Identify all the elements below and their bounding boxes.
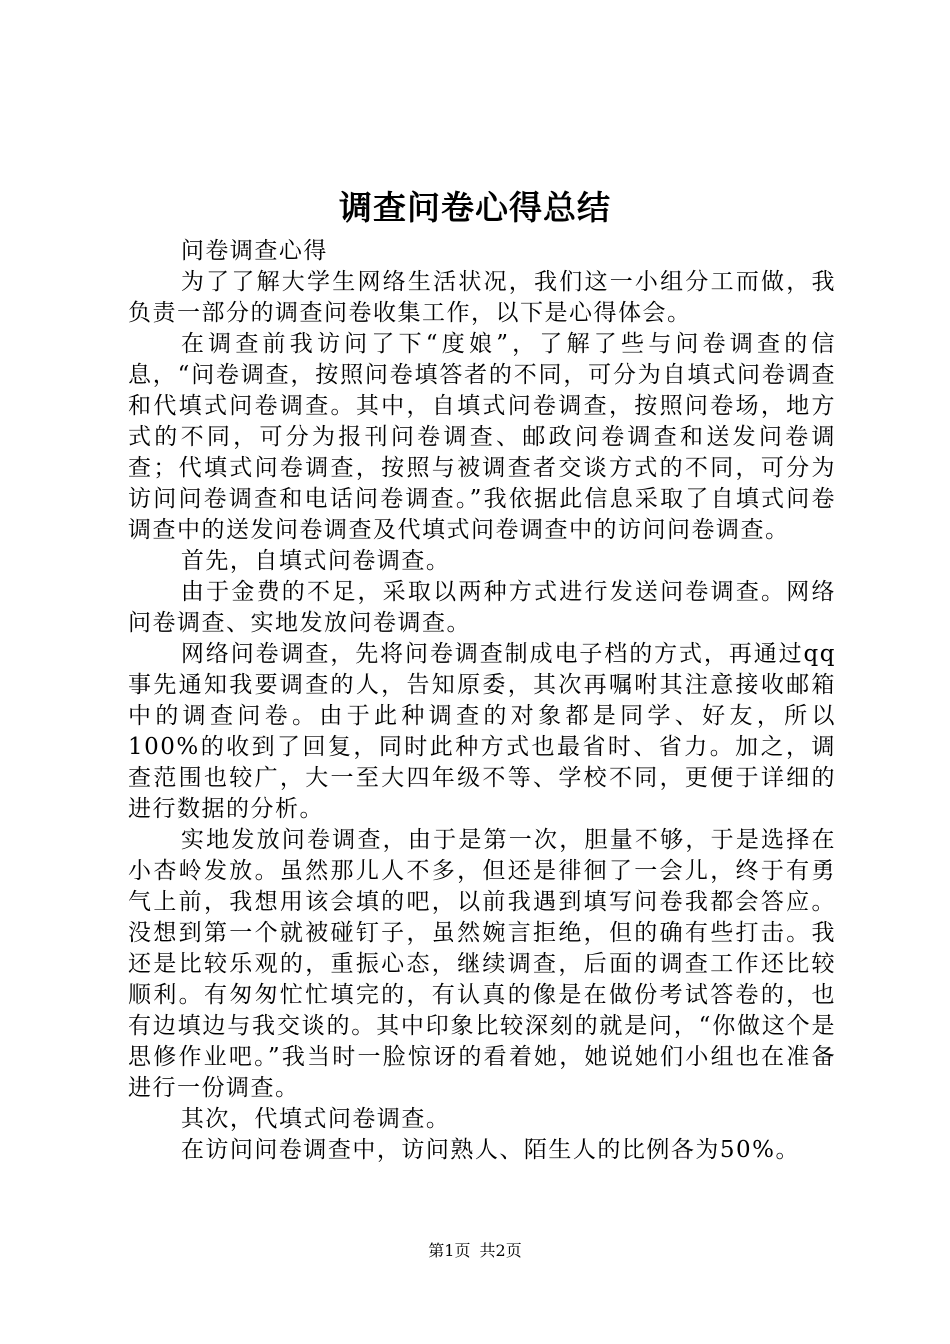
page-footer: [0, 1240, 950, 1262]
paragraph-background: 在调查前我访问了下“度娘”，了解了些与问卷调查的信息，“问卷调查，按照问卷填答者的不同，可分为自填式问卷调查和代填式问卷调查。其中，自填式问卷调查，按照问卷场，地方式的不同，可分为报刊问卷调查、邮政问卷调查和送发问卷调查；代填式问卷调查，按照与被调查者交谈方式的不同，可分为访问问卷调查和电话问卷调查。”我依据此信息采取了自填式问卷调查中的送发问卷调查及代填式问卷调查中的访问问卷调查。: [128, 331, 836, 543]
page-number: 第1页: [428, 1241, 471, 1260]
paragraph-interview: 在访问问卷调查中，访问熟人、陌生人的比例各为50%。: [180, 1137, 801, 1163]
page-total: 共2页: [479, 1241, 522, 1260]
paragraph-field-survey: 实地发放问卷调查，由于是第一次，胆量不够，于是选择在小杏岭发放。虽然那儿人不多，但还是徘徊了一会儿，终于有勇气上前，我想用该会填的吧，以前我遇到填写问卷我都会答应。没想到第一个就被碰钉子，虽然婉言拒绝，但的确有些打击。我还是比较乐观的，重振心态，继续调查，后面的调查工作还比较顺利。有匆匆忙忙填完的，有认真的像是在做份考试答卷的，也有边填边与我交谈的。其中印象比较深刻的就是问，“你做这个是思修作业吧。”我当时一脸惊讶的看着她，她说她们小组也在准备进行一份调查。: [128, 827, 836, 1101]
paragraph-first: 首先，自填式问卷调查。: [180, 548, 451, 574]
document-body: [128, 236, 836, 1166]
paragraph-online-survey: 网络问卷调查，先将问卷调查制成电子档的方式，再通过qq事先通知我要调查的人，告知原委，其次再嘱咐其注意接收邮箱中的调查问卷。由于此种调查的对象都是同学、好友，所以100%的收到了回复，同时此种方式也最省时、省力。加之，调查范围也较广，大一至大四年级不等、学校不同，更便于详细的进行数据的分析。: [128, 641, 836, 822]
document-title: 调查问卷心得总结: [339, 188, 611, 227]
paragraph-funding: 由于金费的不足，采取以两种方式进行发送问卷调查。网络问卷调查、实地发放问卷调查。: [128, 579, 836, 636]
paragraph-heading: 问卷调查心得: [180, 238, 328, 264]
paragraph-second: 其次，代填式问卷调查。: [180, 1106, 451, 1132]
paragraph-intro: 为了了解大学生网络生活状况，我们这一小组分工而做，我负责一部分的调查问卷收集工作，以下是心得体会。: [128, 269, 836, 326]
